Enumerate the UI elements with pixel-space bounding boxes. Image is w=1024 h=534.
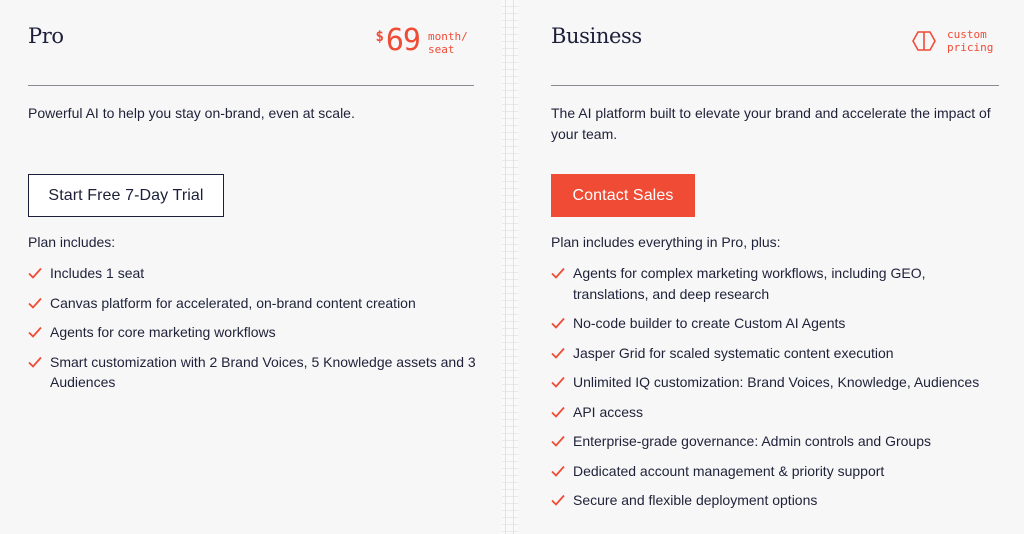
checkmark-icon [551,317,565,329]
diamond-tag-icon [911,30,937,52]
checkmark-icon [551,267,565,279]
plan-card-pro [28,0,474,534]
list-item [28,352,476,393]
checkmark-icon [28,297,42,309]
feature-text: Jasper Grid for scaled systematic content execution [573,344,894,361]
list-item [551,343,999,364]
start-trial-button[interactable]: Start Free 7-Day Trial [28,174,224,217]
feature-text: Agents for core marketing workflows [50,324,276,340]
list-item [551,431,999,452]
plan-description: The AI platform built to elevate your brand and accelerate the impact of your team. [551,105,991,142]
checkmark-icon [551,347,565,359]
feature-text: Unlimited IQ customization: Brand Voices, Knowledge, Audiences [573,374,980,390]
contact-sales-button[interactable]: Contact Sales [551,174,695,217]
column-divider [502,0,518,534]
list-item [28,263,476,284]
feature-text: Includes 1 seat [50,265,145,281]
plan-title: Pro [28,24,64,48]
list-item [551,263,999,304]
list-item [551,490,999,511]
feature-text: Dedicated account management & priority support [573,462,885,479]
price [375,24,474,60]
list-item [28,293,476,314]
feature-text: Canvas platform for accelerated, on-brand content creation [50,294,416,311]
custom-pricing [911,28,999,54]
header-divider [551,85,999,86]
list-item [551,372,999,393]
feature-text: Secure and flexible deployment options [573,492,818,508]
feature-text: Smart customization with 2 Brand Voices, 5 Knowledge assets and 3 Audiences [50,353,476,390]
plan-includes-heading: Plan includes everything in Pro, plus: [551,234,781,250]
plan-card-business [551,0,999,534]
header-divider [28,85,474,86]
list-item [551,402,999,423]
feature-text: API access [573,403,644,420]
list-item [551,313,999,334]
price-currency: $ [375,29,384,45]
plan-title: Business [551,24,642,48]
checkmark-icon [551,494,565,506]
feature-text: Enterprise-grade governance: Admin controls and Groups [573,433,931,449]
price-unit: month/ seat [428,30,468,56]
feature-list [28,263,476,402]
checkmark-icon [28,356,42,368]
plan-description: Powerful AI to help you stay on-brand, even at scale. [28,105,355,121]
checkmark-icon [551,435,565,447]
plan-includes-heading: Plan includes: [28,234,116,250]
feature-list [551,263,999,520]
list-item [28,322,476,343]
price-amount: 69 [385,23,420,58]
checkmark-icon [551,376,565,388]
checkmark-icon [28,267,42,279]
checkmark-icon [551,465,565,477]
feature-text: No-code builder to create Custom AI Agents [573,315,846,331]
checkmark-icon [551,406,565,418]
feature-text: Agents for complex marketing workflows, including GEO, translations, and deep research [573,265,926,302]
checkmark-icon [28,326,42,338]
custom-pricing-label: custom pricing [947,28,994,54]
list-item [551,461,999,482]
